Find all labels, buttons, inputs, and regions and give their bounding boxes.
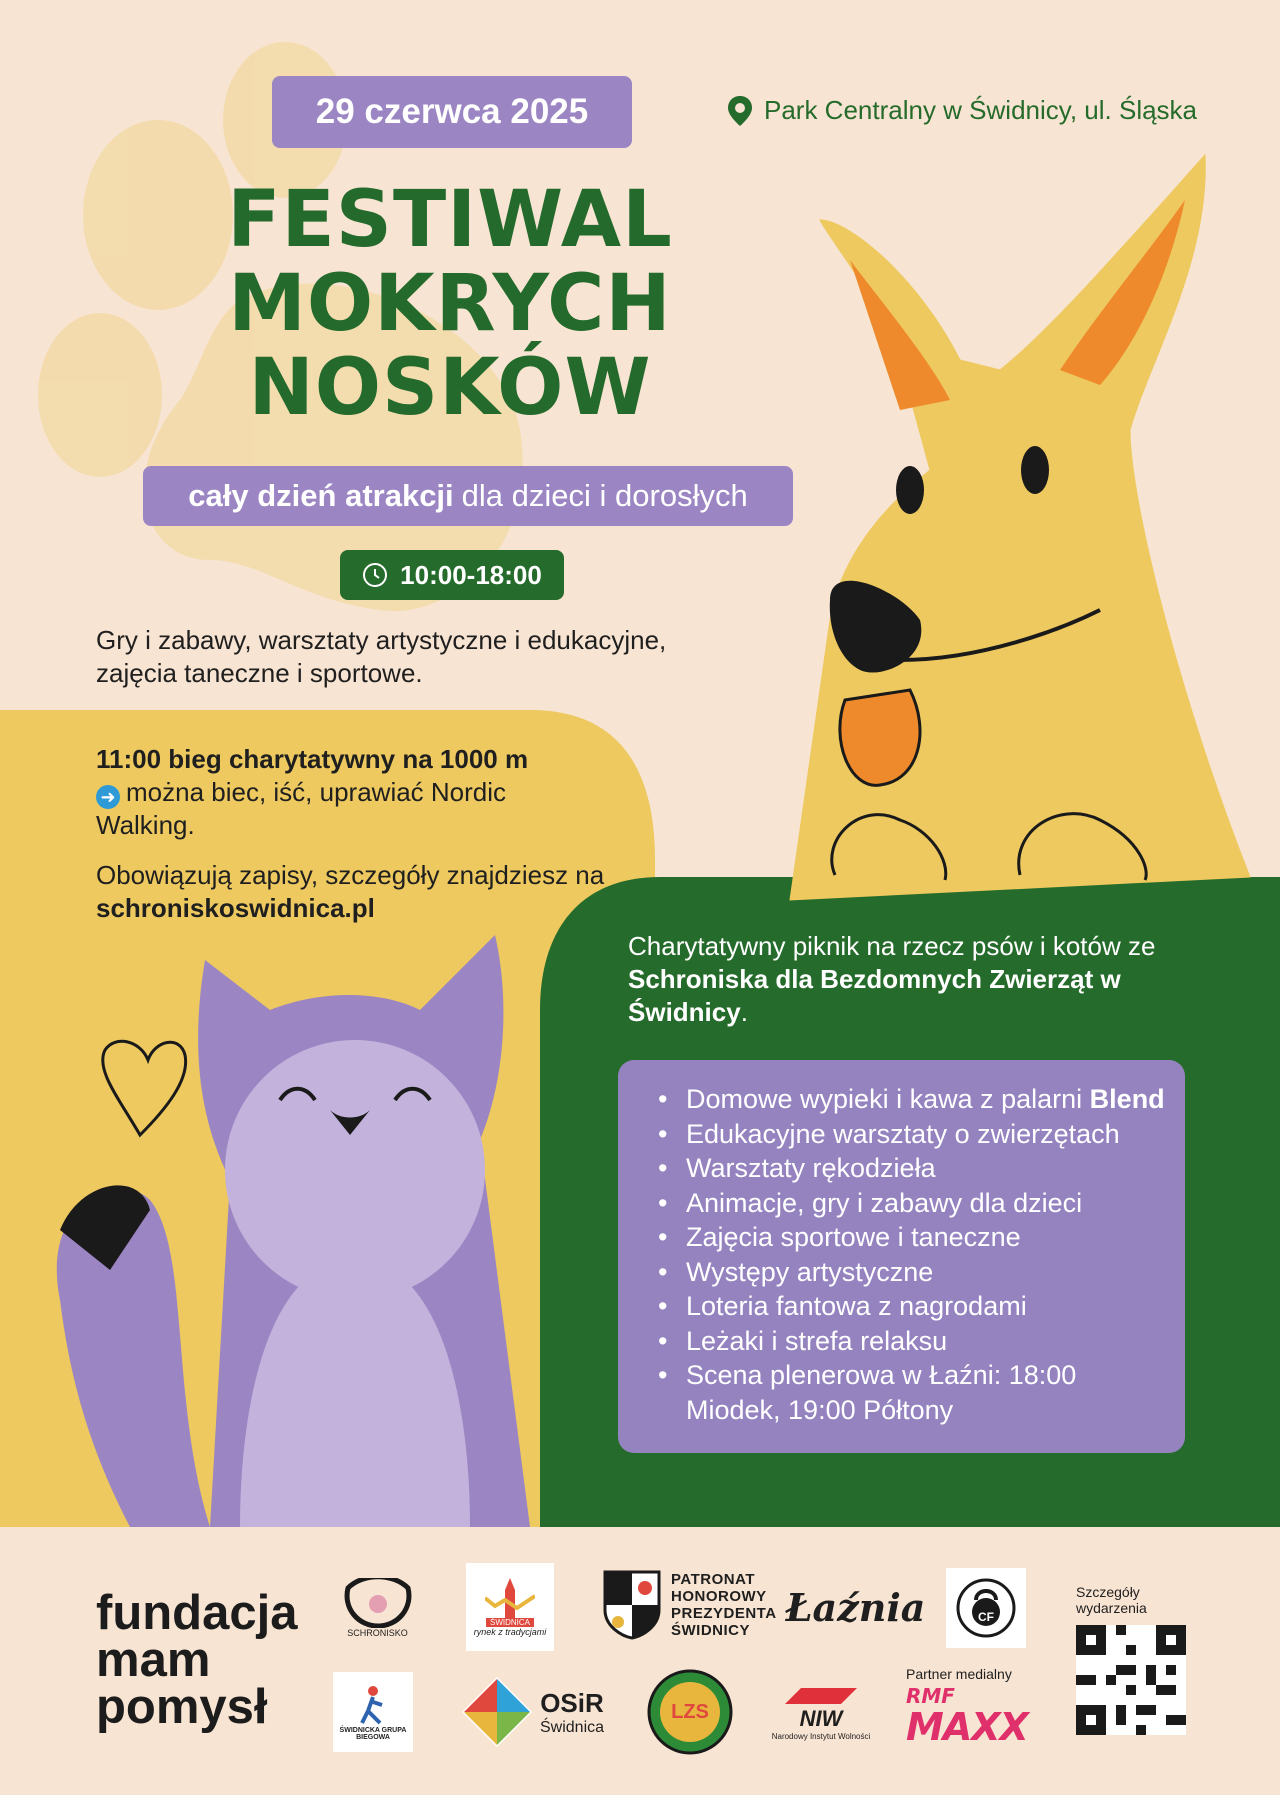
picnic-suffix: .	[740, 997, 748, 1027]
subtitle-bold: cały dzień atrakcji	[188, 478, 454, 513]
list-item: • Scena plenerowa w Łaźni: 18:00 Miodek, 19:00 Półtony	[658, 1358, 1168, 1427]
event-date-badge: 29 czerwca 2025	[272, 76, 632, 148]
partner-label: Partner medialny	[906, 1666, 1012, 1682]
picnic-shelter-name: Schroniska dla Bezdomnych Zwierząt w Świdnicy	[628, 964, 1121, 1027]
attractions-list	[658, 1082, 1168, 1427]
signup-link[interactable]: schroniskoswidnica.pl	[96, 893, 375, 923]
foundation-logo	[96, 1586, 298, 1734]
event-subtitle	[143, 466, 793, 526]
dog-face-icon	[343, 1578, 413, 1628]
schronisko-logo	[335, 1563, 420, 1653]
osir-logo	[452, 1672, 612, 1752]
runner-icon	[358, 1683, 388, 1727]
foundation-line-3: pomysł	[96, 1680, 268, 1734]
qr-code[interactable]	[1076, 1625, 1186, 1735]
title-line-3: NOSKÓW	[248, 343, 652, 433]
osir-label: OSiR	[540, 1687, 604, 1718]
qr-label: Szczegóły wydarzenia	[1076, 1584, 1147, 1616]
race-detail: można biec, iść, uprawiać Nordic Walking.	[96, 777, 507, 840]
patronat-text	[671, 1571, 777, 1639]
event-location	[728, 95, 1197, 126]
schronisko-label: SCHRONISKO	[347, 1628, 408, 1638]
patronat-line: HONOROWY	[671, 1588, 767, 1605]
event-intro: Gry i zabawy, warsztaty artystyczne i edukacyjne, zajęcia taneczne i sportowe.	[96, 625, 667, 688]
swidnica-label: ŚWIDNICA	[486, 1618, 534, 1627]
event-title	[150, 175, 750, 433]
osir-text	[540, 1688, 604, 1737]
list-item: • Loteria fantowa z nagrodami	[658, 1289, 1168, 1324]
kettlebell-icon	[954, 1576, 1018, 1640]
subtitle-rest: dla dzieci i dorosłych	[461, 478, 748, 513]
lzs-label: LZS	[671, 1700, 709, 1723]
dog-illustration	[790, 155, 1250, 900]
niw-logo	[766, 1676, 876, 1751]
patronat-line: PREZYDENTA	[671, 1605, 777, 1622]
rmf-maxx-logo	[906, 1684, 1028, 1749]
grupa-biegowa-logo	[333, 1672, 413, 1752]
list-item: • Animacje, gry i zabawy dla dzieci	[658, 1186, 1168, 1221]
coat-of-arms-icon	[603, 1570, 661, 1640]
grupa-label: ŚWIDNICKA GRUPA BIEGOWA	[339, 1727, 407, 1741]
lzs-logo	[646, 1668, 734, 1756]
picnic-prefix: Charytatywny piknik na rzecz psów i kotów ze	[628, 931, 1156, 961]
crossfit-label: CF	[978, 1610, 994, 1624]
laznia-label: Łaźnia	[785, 1585, 926, 1630]
picnic-description	[628, 930, 1188, 1029]
event-hours-badge	[340, 550, 564, 600]
race-title: 11:00 bieg charytatywny na 1000 m	[96, 744, 529, 774]
title-line-2: MOKRYCH	[228, 259, 672, 349]
arrow-right-icon: ➜	[96, 785, 120, 809]
list-item: • Zajęcia sportowe i taneczne	[658, 1220, 1168, 1255]
list-item-bold: Blend	[1089, 1084, 1165, 1114]
race-detail-row	[96, 776, 596, 842]
patronat-badge	[603, 1570, 777, 1640]
list-item: • Edukacyjne warsztaty o zwierzętach	[658, 1117, 1168, 1152]
patronat-line: PATRONAT	[671, 1571, 755, 1588]
race-signup	[96, 859, 616, 925]
osir-diamond-icon	[460, 1675, 534, 1749]
list-item: • Warsztaty rękodzieła	[658, 1151, 1168, 1186]
list-item	[658, 1082, 1168, 1117]
rynek-label: rynek z tradycjami	[473, 1626, 547, 1637]
location-text: Park Centralny w Świdnicy, ul. Śląska	[764, 95, 1198, 125]
list-item: • Występy artystyczne	[658, 1255, 1168, 1290]
attractions-box	[618, 1060, 1185, 1453]
foundation-line-1: fundacja	[96, 1586, 298, 1640]
clock-icon	[362, 562, 388, 588]
list-item: • Leżaki i strefa relaksu	[658, 1324, 1168, 1359]
list-item-text: Domowe wypieki i kawa z palarni	[686, 1084, 1083, 1114]
crossfit-logo	[946, 1568, 1026, 1648]
maxx-label: MAXX	[906, 1705, 1028, 1749]
signup-text: Obowiązują zapisy, szczegóły znajdziesz na	[96, 860, 605, 890]
location-pin-icon	[728, 96, 752, 126]
race-info	[96, 743, 596, 842]
rmf-label: RMF	[906, 1684, 955, 1708]
foundation-line-2: mam	[96, 1633, 211, 1687]
title-line-1: FESTIWAL	[227, 175, 673, 265]
niw-flag-icon	[781, 1686, 861, 1706]
patronat-line: ŚWIDNICY	[671, 1622, 750, 1639]
hours-text: 10:00-18:00	[400, 559, 542, 590]
niw-label: NIW	[799, 1706, 843, 1731]
laznia-logo	[785, 1580, 926, 1635]
niw-sub: Narodowy Instytut Wolności	[771, 1732, 871, 1741]
osir-city: Świdnica	[539, 1718, 605, 1736]
town-hall-icon	[485, 1578, 535, 1618]
swidnica-rynek-logo	[466, 1563, 554, 1651]
